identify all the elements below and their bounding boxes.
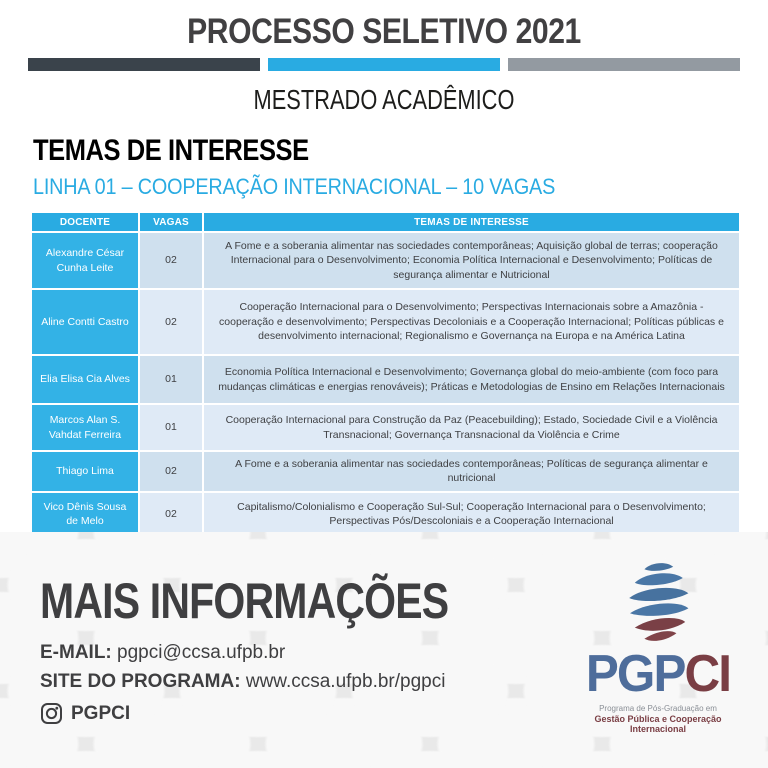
site-value[interactable]: www.ccsa.ufpb.br/pgpci bbox=[245, 671, 446, 692]
temas-table-body bbox=[32, 233, 739, 536]
footer-contact-block bbox=[40, 572, 540, 725]
divider-segment-gray bbox=[508, 58, 740, 71]
site-line bbox=[40, 671, 540, 693]
logo-acronym bbox=[571, 645, 746, 703]
globe-icon bbox=[616, 558, 700, 646]
temas-cell: Economia Política Internacional e Desenvolvimento; Governança global do meio-ambiente (com foco para mudanças climáticas e energias renováveis); Práticas e Metodologias de Ensino em Relações Internacionais bbox=[204, 356, 739, 403]
table-row bbox=[32, 493, 739, 536]
temas-cell: Cooperação Internacional para Construção da Paz (Peacebuilding); Estado, Sociedade Civil e a Violência Transnacional; Governança Transnacional da Violência e Crime bbox=[204, 405, 739, 450]
instagram-handle: PGPCI bbox=[71, 702, 131, 724]
email-label: E-MAIL: bbox=[40, 642, 112, 663]
temas-cell: A Fome e a soberania alimentar nas sociedades contemporâneas; Aquisição global de terras; cooperação Internacional para o Desenvolvimento; Economia Política Internacional e Desenvolvimento; Políticas de segurança alimentar e Nutricional bbox=[204, 233, 739, 288]
logo-tagline-2: Gestão Pública e Cooperação Internacional bbox=[594, 714, 722, 735]
instagram-row[interactable] bbox=[40, 702, 540, 725]
docente-cell: Elia Elisa Cia Alves bbox=[32, 356, 138, 403]
email-value[interactable]: pgpci@ccsa.ufpb.br bbox=[117, 642, 286, 663]
temas-cell: Cooperação Internacional para o Desenvolvimento; Perspectivas Internacionais sobre a Amazônia - cooperação e desenvolvimento; Perspectivas Decoloniais e a Cooperação Internacional; Políticas públicas e desenvolvimento internacional; Regionalismo e Governança na Europa e na América Latina bbox=[204, 290, 739, 354]
section-heading: TEMAS DE INTERESSE bbox=[33, 134, 309, 167]
divider-segment-dark bbox=[28, 58, 260, 71]
col-header-docente: DOCENTE bbox=[32, 213, 138, 231]
logo-acronym-pgp: PGP bbox=[585, 645, 685, 703]
docente-cell: Marcos Alan S. Vahdat Ferreira bbox=[32, 405, 138, 450]
email-line bbox=[40, 642, 540, 664]
logo-tagline-1: Programa de Pós-Graduação em bbox=[599, 704, 717, 714]
table-row bbox=[32, 233, 739, 288]
vagas-cell: 02 bbox=[140, 290, 202, 354]
col-header-vagas: VAGAS bbox=[140, 213, 202, 231]
table-row bbox=[32, 356, 739, 403]
vagas-cell: 01 bbox=[140, 405, 202, 450]
docente-cell: Thiago Lima bbox=[32, 452, 138, 491]
temas-cell: A Fome e a soberania alimentar nas sociedades contemporâneas; Políticas de segurança alimentar e nutricional bbox=[204, 452, 739, 491]
footer bbox=[0, 532, 768, 768]
divider-segment-cyan bbox=[268, 58, 500, 71]
vagas-cell: 02 bbox=[140, 452, 202, 491]
temas-table bbox=[30, 211, 741, 538]
page-title: PROCESSO SELETIVO 2021 bbox=[187, 12, 581, 51]
program-subtitle: MESTRADO ACADÊMICO bbox=[253, 84, 515, 115]
site-label: SITE DO PROGRAMA: bbox=[40, 671, 241, 692]
logo-acronym-ci: CI bbox=[684, 645, 731, 703]
col-header-temas: TEMAS DE INTERESSE bbox=[204, 213, 739, 231]
line-title: LINHA 01 – COOPERAÇÃO INTERNACIONAL – 10 VAGAS bbox=[33, 174, 556, 199]
table-header-row bbox=[32, 213, 739, 231]
footer-heading: MAIS INFORMAÇÕES bbox=[40, 573, 449, 629]
temas-cell: Capitalismo/Colonialismo e Cooperação Sul-Sul; Cooperação Internacional para o Desenvolvimento; Perspectivas Pós/Descoloniais e a Cooperação Internacional bbox=[204, 493, 739, 536]
vagas-cell: 02 bbox=[140, 493, 202, 536]
table-row bbox=[32, 290, 739, 354]
docente-cell: Vico Dênis Sousa de Melo bbox=[32, 493, 138, 536]
pgpci-logo bbox=[566, 558, 750, 734]
docente-cell: Alexandre César Cunha Leite bbox=[32, 233, 138, 288]
instagram-icon bbox=[40, 702, 63, 725]
table-row bbox=[32, 452, 739, 491]
table-row bbox=[32, 405, 739, 450]
docente-cell: Aline Contti Castro bbox=[32, 290, 138, 354]
divider-bar bbox=[28, 58, 740, 71]
vagas-cell: 02 bbox=[140, 233, 202, 288]
vagas-cell: 01 bbox=[140, 356, 202, 403]
